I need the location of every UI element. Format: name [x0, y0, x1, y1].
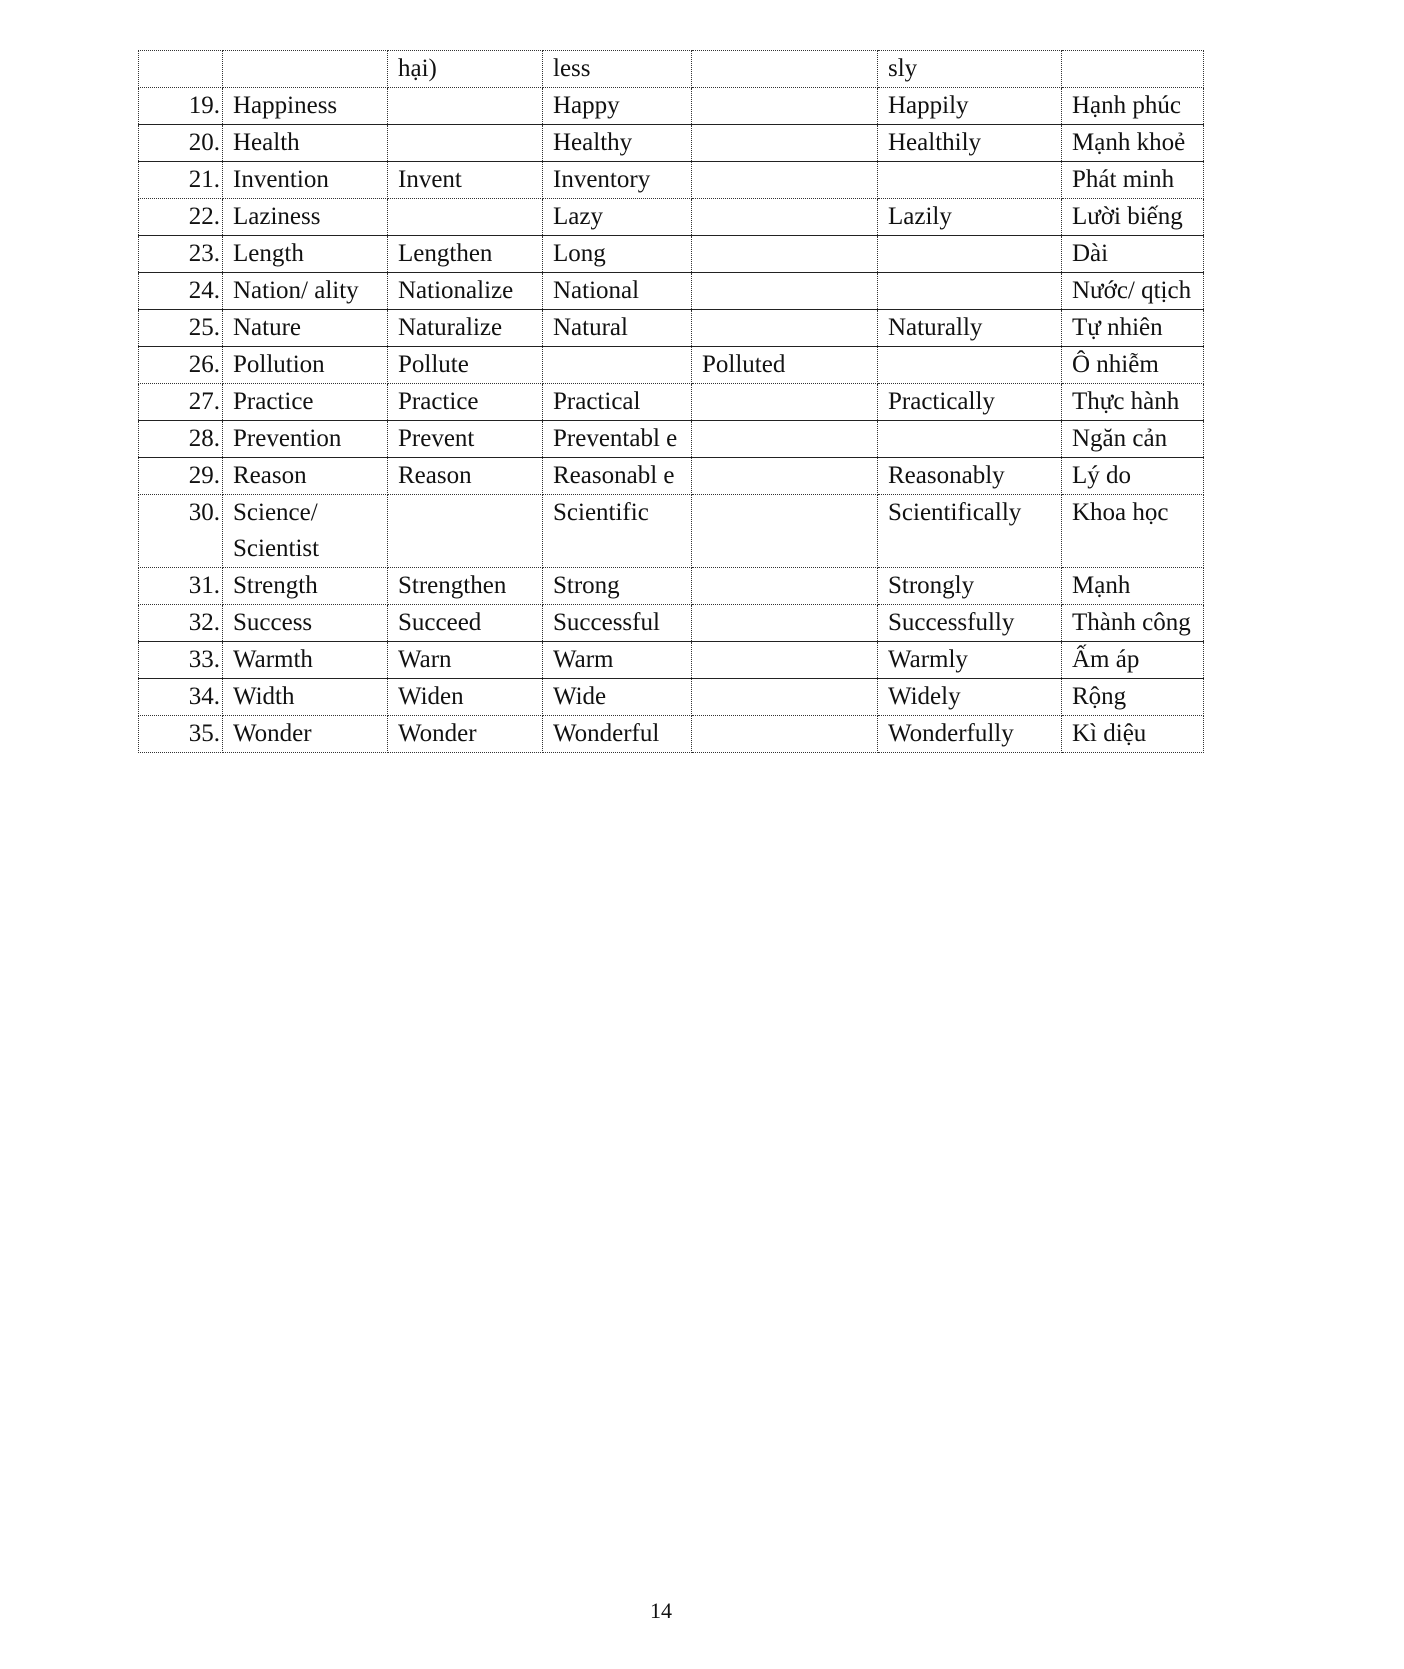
cell-num — [139, 51, 223, 88]
cell-adj2 — [692, 568, 878, 605]
cell-meaning: Mạnh khoẻ — [1062, 125, 1204, 162]
cell-num: 32. — [139, 605, 223, 642]
cell-verb: Succeed — [388, 605, 543, 642]
cell-adj2 — [692, 51, 878, 88]
cell-adj2 — [692, 716, 878, 753]
table-row — [139, 347, 1204, 384]
cell-verb: Warn — [388, 642, 543, 679]
table-row — [139, 273, 1204, 310]
cell-adv — [878, 421, 1062, 458]
cell-num: 27. — [139, 384, 223, 421]
cell-adj: National — [543, 273, 692, 310]
cell-noun: Wonder — [223, 716, 388, 753]
cell-num: 22. — [139, 199, 223, 236]
cell-verb: Invent — [388, 162, 543, 199]
cell-noun — [223, 51, 388, 88]
cell-meaning — [1062, 51, 1204, 88]
cell-adv: Reasonably — [878, 458, 1062, 495]
cell-adv — [878, 347, 1062, 384]
cell-num: 26. — [139, 347, 223, 384]
cell-meaning: Mạnh — [1062, 568, 1204, 605]
table-row — [139, 642, 1204, 679]
cell-noun: Strength — [223, 568, 388, 605]
cell-num: 23. — [139, 236, 223, 273]
cell-num: 29. — [139, 458, 223, 495]
cell-verb: hại) — [388, 51, 543, 88]
cell-verb: Nationalize — [388, 273, 543, 310]
word-forms-table — [138, 50, 1204, 753]
cell-adj: less — [543, 51, 692, 88]
cell-adv — [878, 273, 1062, 310]
cell-verb — [388, 199, 543, 236]
cell-adj2 — [692, 605, 878, 642]
cell-noun: Length — [223, 236, 388, 273]
cell-verb: Reason — [388, 458, 543, 495]
cell-verb: Pollute — [388, 347, 543, 384]
cell-verb: Naturalize — [388, 310, 543, 347]
cell-adj2 — [692, 679, 878, 716]
cell-num: 19. — [139, 88, 223, 125]
cell-adj2 — [692, 125, 878, 162]
cell-num: 34. — [139, 679, 223, 716]
table-row — [139, 421, 1204, 458]
table-row — [139, 679, 1204, 716]
cell-meaning: Khoa học — [1062, 495, 1204, 568]
cell-meaning: Dài — [1062, 236, 1204, 273]
cell-verb: Widen — [388, 679, 543, 716]
table-row — [139, 88, 1204, 125]
cell-adj: Wide — [543, 679, 692, 716]
cell-noun: Warmth — [223, 642, 388, 679]
cell-noun: Laziness — [223, 199, 388, 236]
cell-adj2 — [692, 384, 878, 421]
cell-meaning: Hạnh phúc — [1062, 88, 1204, 125]
cell-adj: Reasonabl e — [543, 458, 692, 495]
cell-adj: Happy — [543, 88, 692, 125]
cell-num: 25. — [139, 310, 223, 347]
cell-verb: Wonder — [388, 716, 543, 753]
cell-adv: Strongly — [878, 568, 1062, 605]
cell-adj — [543, 347, 692, 384]
cell-num: 24. — [139, 273, 223, 310]
cell-adj2 — [692, 236, 878, 273]
table-row — [139, 162, 1204, 199]
cell-adv: Scientifically — [878, 495, 1062, 568]
cell-noun: Nature — [223, 310, 388, 347]
cell-noun: Health — [223, 125, 388, 162]
cell-adv: Practically — [878, 384, 1062, 421]
cell-noun: Nation/ ality — [223, 273, 388, 310]
cell-noun: Success — [223, 605, 388, 642]
cell-num: 28. — [139, 421, 223, 458]
cell-adj: Successful — [543, 605, 692, 642]
cell-noun: Practice — [223, 384, 388, 421]
cell-verb — [388, 125, 543, 162]
cell-adj2 — [692, 642, 878, 679]
cell-adv: sly — [878, 51, 1062, 88]
cell-meaning: Lý do — [1062, 458, 1204, 495]
cell-adj2 — [692, 199, 878, 236]
cell-adv: Wonderfully — [878, 716, 1062, 753]
cell-verb — [388, 88, 543, 125]
table-row — [139, 495, 1204, 568]
cell-adv: Warmly — [878, 642, 1062, 679]
cell-adv: Happily — [878, 88, 1062, 125]
cell-num: 35. — [139, 716, 223, 753]
cell-adj2 — [692, 273, 878, 310]
table-row — [139, 384, 1204, 421]
cell-noun: Invention — [223, 162, 388, 199]
cell-adj: Practical — [543, 384, 692, 421]
cell-adj: Long — [543, 236, 692, 273]
cell-verb — [388, 495, 543, 568]
table-row — [139, 458, 1204, 495]
cell-adj: Preventabl e — [543, 421, 692, 458]
cell-adj2 — [692, 310, 878, 347]
cell-adv: Widely — [878, 679, 1062, 716]
cell-meaning: Phát minh — [1062, 162, 1204, 199]
cell-adj: Inventory — [543, 162, 692, 199]
cell-meaning: Thành công — [1062, 605, 1204, 642]
cell-verb: Strengthen — [388, 568, 543, 605]
cell-meaning: Ấm áp — [1062, 642, 1204, 679]
cell-meaning: Rộng — [1062, 679, 1204, 716]
cell-meaning: Nước/ qtịch — [1062, 273, 1204, 310]
cell-noun: Reason — [223, 458, 388, 495]
cell-adj: Healthy — [543, 125, 692, 162]
cell-adj: Warm — [543, 642, 692, 679]
table-row — [139, 605, 1204, 642]
cell-adj2 — [692, 458, 878, 495]
cell-adv — [878, 162, 1062, 199]
cell-noun: Science/ Scientist — [223, 495, 388, 568]
table-row — [139, 125, 1204, 162]
cell-num: 20. — [139, 125, 223, 162]
cell-adj: Natural — [543, 310, 692, 347]
table-body — [139, 51, 1204, 753]
cell-meaning: Thực hành — [1062, 384, 1204, 421]
cell-adv: Healthily — [878, 125, 1062, 162]
table-row — [139, 236, 1204, 273]
cell-adv — [878, 236, 1062, 273]
cell-num: 21. — [139, 162, 223, 199]
cell-noun: Prevention — [223, 421, 388, 458]
cell-meaning: Ngăn cản — [1062, 421, 1204, 458]
cell-meaning: Lười biếng — [1062, 199, 1204, 236]
table-row — [139, 51, 1204, 88]
cell-adj2 — [692, 421, 878, 458]
table-row — [139, 716, 1204, 753]
cell-adj: Scientific — [543, 495, 692, 568]
table-row — [139, 568, 1204, 605]
cell-meaning: Ô nhiễm — [1062, 347, 1204, 384]
cell-num: 31. — [139, 568, 223, 605]
table-row — [139, 199, 1204, 236]
cell-adj: Strong — [543, 568, 692, 605]
cell-noun: Happiness — [223, 88, 388, 125]
table-row — [139, 310, 1204, 347]
cell-adv: Naturally — [878, 310, 1062, 347]
cell-num: 33. — [139, 642, 223, 679]
page-number: 14 — [650, 1598, 672, 1623]
cell-noun: Width — [223, 679, 388, 716]
cell-adj2 — [692, 162, 878, 199]
cell-adv: Successfully — [878, 605, 1062, 642]
cell-meaning: Kì diệu — [1062, 716, 1204, 753]
cell-noun: Pollution — [223, 347, 388, 384]
cell-adj2: Polluted — [692, 347, 878, 384]
cell-adv: Lazily — [878, 199, 1062, 236]
cell-meaning: Tự nhiên — [1062, 310, 1204, 347]
cell-verb: Practice — [388, 384, 543, 421]
cell-adj: Wonderful — [543, 716, 692, 753]
cell-adj2 — [692, 495, 878, 568]
cell-num: 30. — [139, 495, 223, 568]
cell-verb: Lengthen — [388, 236, 543, 273]
cell-verb: Prevent — [388, 421, 543, 458]
cell-adj2 — [692, 88, 878, 125]
cell-adj: Lazy — [543, 199, 692, 236]
